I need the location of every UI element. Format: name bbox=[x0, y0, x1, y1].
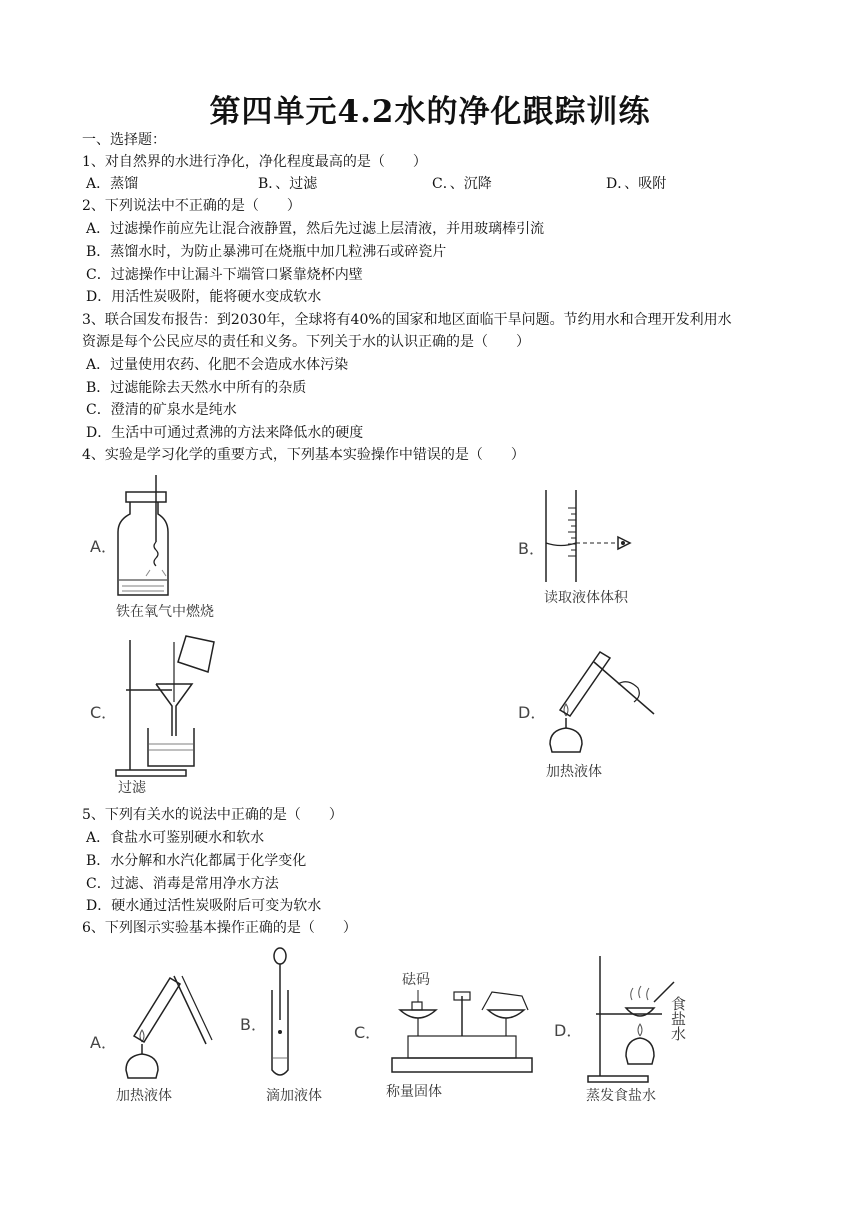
gas-jar-iron-burning-icon bbox=[86, 470, 266, 630]
option-d: D．、吸附 bbox=[606, 176, 667, 192]
figure-letter: C． bbox=[354, 1023, 382, 1042]
balance-icon bbox=[352, 966, 542, 1106]
question-5-stem: 5、下列有关水的说法中正确的是（ ） bbox=[82, 807, 343, 823]
figure-caption: 加热液体 bbox=[116, 1088, 172, 1104]
heating-test-tube-icon bbox=[86, 966, 236, 1108]
question-3-stem: 3、联合国发布报告：到2030年，全球将有40%的国家和地区面临干旱问题。节约用水和合理开发利用水 bbox=[82, 312, 732, 328]
option-a: A．蒸馏 bbox=[86, 176, 139, 192]
section-heading: 一、选择题： bbox=[82, 132, 166, 148]
option-c: C．澄清的矿泉水是纯水 bbox=[86, 402, 237, 418]
option-b: B．、过滤 bbox=[258, 176, 318, 192]
option-c: C．过滤操作中让漏斗下端管口紧靠烧杯内壁 bbox=[86, 267, 363, 283]
question-1-stem: 1、对自然界的水进行净化，净化程度最高的是（ ） bbox=[82, 154, 427, 170]
heating-test-tube-icon bbox=[514, 644, 664, 784]
question-2-stem: 2、下列说法中不正确的是（ ） bbox=[82, 198, 301, 214]
option-d: D．用活性炭吸附，能将硬水变成软水 bbox=[86, 289, 322, 305]
evaporating-dish-icon bbox=[550, 952, 720, 1108]
figure-caption: 读取液体体积 bbox=[544, 590, 628, 606]
option-b: B．过滤能除去天然水中所有的杂质 bbox=[86, 380, 307, 396]
page-title: 第四单元4.2水的净化跟踪训练 bbox=[209, 94, 651, 130]
figure-caption: 加热液体 bbox=[546, 764, 602, 780]
figure-label bbox=[669, 996, 687, 1041]
figure-letter: D． bbox=[518, 703, 547, 722]
option-c: C．、沉降 bbox=[432, 176, 492, 192]
option-d: D．生活中可通过煮沸的方法来降低水的硬度 bbox=[86, 425, 364, 441]
option-d: D．硬水通过活性炭吸附后可变为软水 bbox=[86, 898, 322, 914]
figure-letter: B． bbox=[240, 1015, 267, 1034]
figure-letter: A． bbox=[90, 1033, 117, 1052]
figure-caption: 蒸发食盐水 bbox=[586, 1088, 656, 1104]
figure-caption: 滴加液体 bbox=[266, 1088, 322, 1104]
figure-caption: 铁在氧气中燃烧 bbox=[116, 604, 214, 620]
question-6-stem: 6、下列图示实验基本操作正确的是（ ） bbox=[82, 920, 357, 936]
figure-caption: 称量固体 bbox=[386, 1084, 442, 1100]
filtration-apparatus-icon bbox=[86, 632, 266, 796]
vertical-label: 食盐水 bbox=[669, 996, 687, 1041]
figure-letter: C． bbox=[90, 703, 118, 722]
option-a: A．过量使用农药、化肥不会造成水体污染 bbox=[86, 357, 349, 373]
option-b: B．水分解和水汽化都属于化学变化 bbox=[86, 853, 307, 869]
figure-letter: A． bbox=[90, 537, 117, 556]
figure-letter: D． bbox=[554, 1021, 583, 1040]
figure-letter: B． bbox=[518, 539, 545, 558]
option-c: C．过滤、消毒是常用净水方法 bbox=[86, 876, 279, 892]
question-4-stem: 4、实验是学习化学的重要方式，下列基本实验操作中错误的是（ ） bbox=[82, 447, 525, 463]
dropper-test-tube-icon bbox=[238, 944, 348, 1108]
option-a: A．食盐水可鉴别硬水和软水 bbox=[86, 830, 265, 846]
question-1-options bbox=[86, 174, 786, 194]
question-3-stem-cont: 资源是每个公民应尽的责任和义务。下列关于水的认识正确的是（ ） bbox=[82, 334, 530, 350]
option-a: A．过滤操作前应先让混合液静置，然后先过滤上层清液，并用玻璃棒引流 bbox=[86, 221, 545, 237]
figure-caption: 过滤 bbox=[118, 780, 146, 796]
option-b: B．蒸馏水时，为防止暴沸可在烧瓶中加几粒沸石或碎瓷片 bbox=[86, 244, 447, 260]
graduated-cylinder-reading-icon bbox=[514, 486, 654, 610]
figure-label: 砝码 bbox=[402, 972, 430, 988]
